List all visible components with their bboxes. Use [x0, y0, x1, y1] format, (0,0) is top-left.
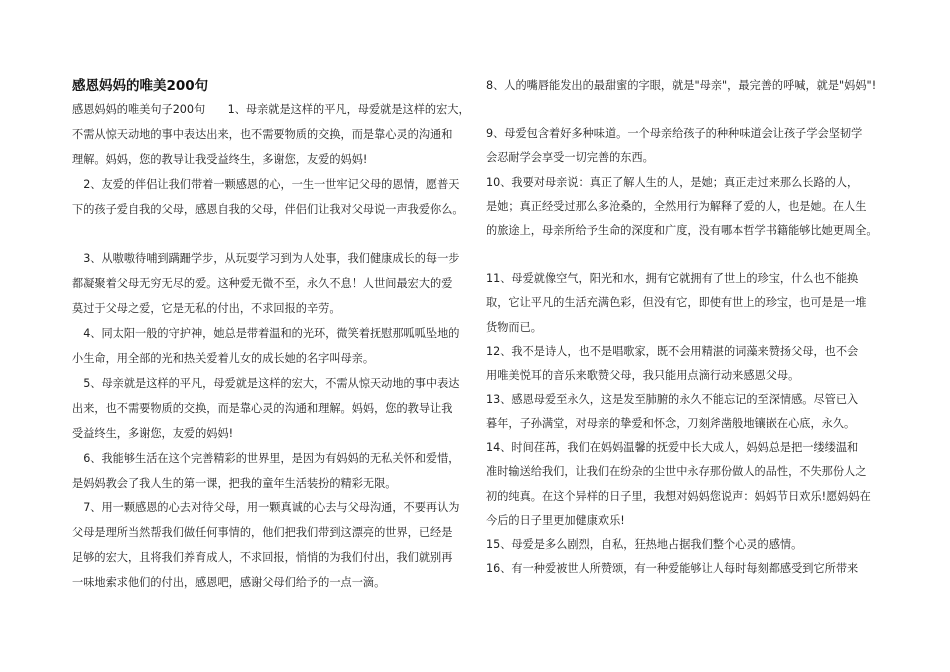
text-line: 取，它让平凡的生活充满色彩，但没有它，即使有世上的珍宝，也可是是一堆 — [486, 296, 867, 310]
text-line: 会忍耐学会享受一切完善的东西。 — [486, 151, 654, 165]
text-line: 4、同太阳一般的守护神，她总是带着温和的光环，微笑着抚慰那呱呱坠地的 — [72, 327, 460, 341]
text-line: 准时输送给我们，让我们在纷杂的尘世中永存那份做人的品性，不失那份人之 — [486, 465, 867, 479]
text-line: 14、时间荏苒，我们在妈妈温馨的抚爱中长大成人，妈妈总是把一缕缕温和 — [486, 441, 859, 455]
text-line: 小生命，用全部的光和热关爱着儿女的成长她的名字叫母亲。 — [72, 352, 375, 365]
text-line: 暮年，子孙满堂，对母亲的挚爱和怀念，刀刻斧凿般地镶嵌在心底，永久。 — [486, 417, 856, 431]
text-line: 6、我能够生活在这个完善精彩的世界里，是因为有妈妈的无私关怀和爱惜， — [72, 451, 460, 465]
text-line: 下的孩子爱自我的父母，感恩自我的父母，伴侣们让我对父母说一声我爱你么。 — [72, 202, 464, 216]
text-line: 感恩妈妈的唯美句子200句 1、母亲就是这样的平凡，母爱就是这样的宏大， — [72, 103, 470, 116]
text-line: 16、有一种爱被世人所赞颂，有一种爱能够让人每时每刻都感受到它所带来 — [486, 562, 859, 575]
text-line: 是妈妈教会了我人生的第一课，把我的童年生活装扮的精彩无限。 — [72, 476, 397, 490]
text-line: 出来，也不需要物质的交换，而是靠心灵的沟通和理解。妈妈，您的教导让我 — [72, 401, 453, 415]
text-line: 12、我不是诗人，也不是唱歌家，既不会用精湛的词藻来赞扬父母，也不会 — [486, 344, 859, 358]
text-line: 受益终生，多谢您，友爱的妈妈! — [72, 426, 234, 440]
text-line: 不需从惊天动地的事中表达出来，也不需要物质的交换，而是靠心灵的沟通和 — [72, 127, 453, 141]
text-line: 2、友爱的伴侣让我们带着一颗感恩的心，一生一世牢记父母的恩情，愿普天 — [72, 177, 460, 191]
text-line: 理解。妈妈，您的教导让我受益终生，多谢您，友爱的妈妈! — [72, 152, 368, 166]
text-line: 5、母亲就是这样的平凡，母爱就是这样的宏大，不需从惊天动地的事中表达 — [72, 376, 460, 390]
text-line: 今后的日子里更加健康欢乐! — [486, 513, 625, 527]
text-line: 是她；真正经受过那么多沧桑的，全然用行为解释了爱的人，也是她。在人生 — [486, 199, 867, 213]
text-line: 初的纯真。在这个异样的日子里，我想对妈妈您说声：妈妈节日欢乐!愿妈妈在 — [486, 489, 871, 503]
text-line: 足够的宏大，且将我们养育成人，不求回报，悄悄的为我们付出，我们就别再 — [72, 551, 453, 565]
text-line: 7、用一颗感恩的心去对待父母，用一颗真诚的心去与父母沟通，不要再认为 — [72, 501, 460, 515]
text-line: 货物而已。 — [486, 320, 542, 334]
text-line: 都凝聚着父母无穷无尽的爱。这种爱无微不至，永久不息！人世间最宏大的爱 — [72, 277, 453, 291]
text-line: 用唯美悦耳的音乐来歌赞父母，我只能用点滴行动来感恩父母。 — [486, 368, 800, 382]
text-line: 的旅途上，母亲所给予生命的深度和广度，没有哪本哲学书籍能够比她更周全。 — [486, 223, 878, 237]
text-line: 8、人的嘴唇能发出的最甜蜜的字眼，就是"母亲"，最完善的呼喊，就是"妈妈"! — [486, 79, 877, 92]
text-line: 11、母爱就像空气，阳光和水，拥有它就拥有了世上的珍宝，什么也不能换 — [486, 272, 859, 286]
text-line: 3、从嗷嗷待哺到蹒跚学步，从玩耍学习到为人处事，我们健康成长的每一步 — [72, 252, 460, 266]
text-line: 13、感恩母爱至永久，这是发至肺腑的永久不能忘记的至深情感。尽管已入 — [486, 392, 859, 406]
document-title: 感恩妈妈的唯美200句 — [72, 78, 209, 94]
text-line: 15、母爱是多么剧烈，自私，狂热地占据我们整个心灵的感情。 — [486, 537, 803, 551]
text-line: 莫过于父母之爱，它是无私的付出，不求回报的辛劳。 — [72, 302, 341, 316]
text-line: 父母是理所当然帮我们做任何事情的，他们把我们带到这漂亮的世界，已经是 — [72, 526, 453, 540]
text-line: 10、我要对母亲说：真正了解人生的人，是她；真正走过来那么长路的人， — [486, 175, 859, 189]
text-line: 一味地索求他们的付出，感恩吧，感谢父母们给予的一点一滴。 — [72, 576, 386, 590]
text-line: 9、母爱包含着好多种味道。一个母亲给孩子的种种味道会让孩子学会坚韧学 — [486, 127, 863, 141]
